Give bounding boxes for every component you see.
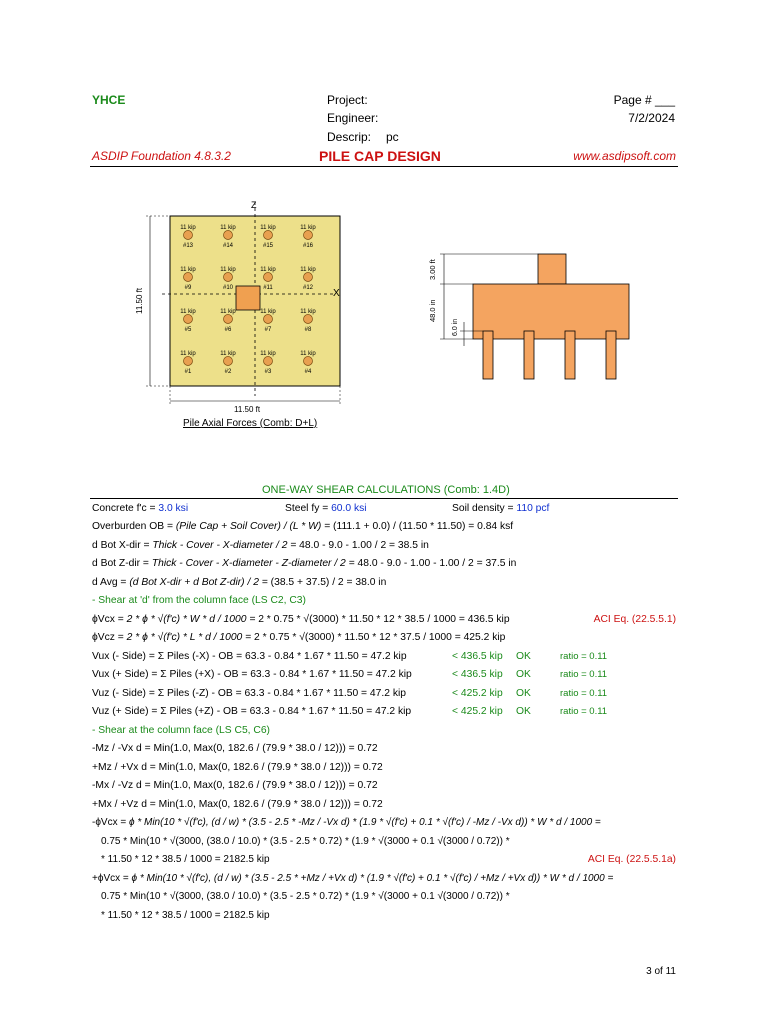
pile-force-label: 11 kip [220, 309, 236, 315]
check-ratio: ratio = 0.11 [560, 706, 608, 717]
pile-id-label: #5 [184, 327, 192, 333]
aci-ref-2: ACI Eq. (22.5.5.1a) [587, 854, 676, 865]
shear-heading: ONE-WAY SHEAR CALCULATIONS (Comb: 1.4D) [262, 484, 510, 496]
pile-id-label: #6 [224, 327, 232, 333]
pile-elevation [606, 331, 616, 379]
pile-circle [224, 357, 233, 366]
check-limit: < 425.2 kip [452, 706, 503, 717]
pile-circle [264, 357, 273, 366]
dim-side-label: 11.50 ft [135, 287, 144, 314]
pile-id-label: #2 [224, 369, 232, 375]
pile-circle [264, 315, 273, 324]
neg-phi-vcx-line3: * 11.50 * 12 * 38.5 / 1000 = 2182.5 kip [101, 854, 270, 865]
pile-elevation [483, 331, 493, 379]
page-footer: 3 of 11 [646, 966, 676, 977]
check-vuz-pos: Vuz (+ Side) = Σ Piles (+Z) - OB = 63.3 - 0.84 * 1.67 * 11.50 = 47.2 kip [92, 706, 412, 717]
pile-id-label: #14 [222, 243, 234, 249]
pile-force-label: 11 kip [260, 267, 276, 273]
subheading-shear-d: - Shear at 'd' from the column face (LS C2, C3) [92, 595, 306, 606]
header-divider [90, 166, 678, 167]
software-version: ASDIP Foundation 4.8.3.2 [92, 149, 231, 163]
dim-embed-label: 6.0 in [452, 318, 459, 336]
pile-circle [264, 273, 273, 282]
mv-ratio-row: -Mz / -Vx d = Min(1.0, Max(0, 182.6 / (79.9 * 38.0 / 12))) = 0.72 [92, 743, 378, 754]
dim-pedestal-label: 3.00 ft [428, 259, 437, 280]
pile-force-label: 11 kip [260, 225, 276, 231]
pile-force-label: 11 kip [180, 309, 196, 315]
fc-value: 3.0 ksi [158, 503, 189, 514]
mv-ratio-row: +Mx / +Vz d = Min(1.0, Max(0, 182.6 / (79.9 * 38.0 / 12))) = 0.72 [92, 799, 383, 810]
pile-force-label: 11 kip [220, 267, 236, 273]
pile-force-label: 11 kip [180, 267, 196, 273]
descrip-value: pc [386, 130, 399, 144]
report-date: 7/2/2024 [628, 111, 675, 125]
website-link[interactable]: www.asdipsoft.com [573, 149, 676, 163]
pos-phi-vcx-row: +ϕVcx = ϕ * Min(10 * √(f'c), (d / w) * (3.5 - 2.5 * +Mz / +Vx d) * (1.9 * √(f'c) + 0.1 * √(f'c) / +Mz / +Vx d)) * W * d / 1000 = [92, 873, 614, 884]
pile-id-label: #3 [264, 369, 272, 375]
pile-circle [304, 315, 313, 324]
pile-circle [184, 231, 193, 240]
section-divider [90, 498, 678, 499]
fy-field [285, 503, 367, 514]
pos-phi-vcx-line3: * 11.50 * 12 * 38.5 / 1000 = 2182.5 kip [101, 910, 270, 921]
z-axis-label: Z [251, 200, 257, 210]
pile-circle [264, 231, 273, 240]
check-vux-pos: Vux (+ Side) = Σ Piles (+X) - OB = 63.3 - 0.84 * 1.67 * 11.50 = 47.2 kip [92, 669, 412, 680]
check-ratio: ratio = 0.11 [560, 688, 608, 699]
pile-id-label: #10 [222, 285, 234, 291]
pile-elevation [524, 331, 534, 379]
pedestal-elevation [538, 254, 566, 284]
page-number-label: Page # ___ [613, 93, 675, 107]
soil-label: Soil density = [452, 503, 517, 514]
pile-circle [304, 273, 313, 282]
pile-cap-elevation [473, 284, 629, 339]
check-status: OK [516, 669, 531, 680]
pile-circle [184, 273, 193, 282]
phi-vcz-row: ϕVcz = 2 * ϕ * √(f'c) * L * d / 1000 = 2 * 0.75 * √(3000) * 11.50 * 12 * 37.5 / 1000 = 425.2 kip [92, 632, 506, 643]
d-bot-z-row: d Bot Z-dir = Thick - Cover - X-diameter - Z-diameter / 2 = 48.0 - 9.0 - 1.00 - 1.00 / 2 = 37.5 in [92, 558, 517, 569]
pile-force-label: 11 kip [300, 225, 316, 231]
engineer-label: Engineer: [327, 111, 379, 125]
material-props-row [92, 503, 188, 514]
fc-label: Concrete f'c = [92, 503, 159, 514]
d-avg-row: d Avg = (d Bot X-dir + d Bot Z-dir) / 2 = (38.5 + 37.5) / 2 = 38.0 in [92, 577, 387, 588]
pile-force-label: 11 kip [180, 225, 196, 231]
dim-cap-label: 48.0 in [428, 299, 437, 322]
pile-force-label: 11 kip [300, 267, 316, 273]
check-limit: < 436.5 kip [452, 669, 503, 680]
pile-circle [224, 273, 233, 282]
dim-bottom-label: 11.50 ft [234, 405, 261, 414]
aci-ref-1: ACI Eq. (22.5.5.1) [593, 614, 676, 625]
pile-id-label: #4 [304, 369, 312, 375]
pos-phi-vcx-line2: 0.75 * Min(10 * √(3000, (38.0 / 10.0) * (3.5 - 2.5 * 0.72) * (1.9 * √(3000 + 0.1 √(3000 / 0.72)) * [101, 891, 510, 902]
pile-force-label: 11 kip [220, 351, 236, 357]
pile-circle [184, 357, 193, 366]
pile-circle [224, 315, 233, 324]
neg-phi-vcx-line2: 0.75 * Min(10 * √(3000, (38.0 / 10.0) * (3.5 - 2.5 * 0.72) * (1.9 * √(3000 + 0.1 √(3000 / 0.72)) * [101, 836, 510, 847]
pile-force-label: 11 kip [300, 351, 316, 357]
plan-caption: Pile Axial Forces (Comb: D+L) [183, 418, 318, 429]
check-vux-neg: Vux (- Side) = Σ Piles (-X) - OB = 63.3 - 0.84 * 1.67 * 11.50 = 47.2 kip [92, 651, 407, 662]
check-ratio: ratio = 0.11 [560, 669, 608, 680]
pile-id-label: #15 [262, 243, 274, 249]
overburden-row: Overburden OB = (Pile Cap + Soil Cover) / (L * W) = (111.1 + 0.0) / (11.50 * 11.50) = 0.84 ksf [92, 521, 514, 532]
pile-plan-diagram [130, 196, 360, 436]
pile-id-label: #11 [263, 285, 273, 291]
pile-force-label: 11 kip [300, 309, 316, 315]
mv-ratio-row: +Mz / +Vx d = Min(1.0, Max(0, 182.6 / (79.9 * 38.0 / 12))) = 0.72 [92, 762, 383, 773]
check-limit: < 436.5 kip [452, 651, 503, 662]
pile-id-label: #16 [302, 243, 314, 249]
pile-id-label: #7 [264, 327, 272, 333]
pile-id-label: #9 [184, 285, 192, 291]
pile-circle [224, 231, 233, 240]
mv-ratio-row: -Mx / -Vz d = Min(1.0, Max(0, 182.6 / (79.9 * 38.0 / 12))) = 0.72 [92, 780, 378, 791]
pile-id-label: #13 [182, 243, 194, 249]
pile-circle [304, 357, 313, 366]
check-status: OK [516, 706, 531, 717]
soil-value: 110 pcf [516, 503, 550, 514]
pile-id-label: #12 [302, 285, 314, 291]
soil-field [452, 503, 549, 514]
project-label: Project: [327, 93, 368, 107]
pile-elevation [565, 331, 575, 379]
pile-force-label: 11 kip [260, 309, 276, 315]
pile-circle [304, 231, 313, 240]
doc-title: PILE CAP DESIGN [319, 148, 441, 164]
pile-circle [184, 315, 193, 324]
pile-id-label: #1 [184, 369, 192, 375]
fy-label: Steel fy = [285, 503, 332, 514]
check-status: OK [516, 651, 531, 662]
phi-vcx-row: ϕVcx = 2 * ϕ * √(f'c) * W * d / 1000 = 2 * 0.75 * √(3000) * 11.50 * 12 * 38.5 / 1000 = 436.5 kip [92, 614, 510, 625]
company-name: YHCE [92, 93, 126, 107]
check-ratio: ratio = 0.11 [560, 651, 608, 662]
pile-force-label: 11 kip [180, 351, 196, 357]
x-axis-label: X [333, 288, 340, 299]
d-bot-x-row: d Bot X-dir = Thick - Cover - X-diameter / 2 = 48.0 - 9.0 - 1.00 / 2 = 38.5 in [92, 540, 429, 551]
fy-value: 60.0 ksi [331, 503, 367, 514]
check-vuz-neg: Vuz (- Side) = Σ Piles (-Z) - OB = 63.3 - 0.84 * 1.67 * 11.50 = 47.2 kip [92, 688, 406, 699]
pile-force-label: 11 kip [220, 225, 236, 231]
pile-force-label: 11 kip [260, 351, 276, 357]
check-status: OK [516, 688, 531, 699]
subheading-shear-face: - Shear at the column face (LS C5, C6) [92, 725, 270, 736]
descrip-label: Descrip: [327, 130, 372, 144]
neg-phi-vcx-row: -ϕVcx = ϕ * Min(10 * √(f'c), (d / w) * (3.5 - 2.5 * -Mz / -Vx d) * (1.9 * √(f'c) + 0.1 * √(f'c) / -Mz / -Vx d)) * W * d / 1000 = [92, 817, 601, 828]
column-plan [236, 286, 260, 310]
pile-id-label: #8 [304, 327, 312, 333]
check-limit: < 425.2 kip [452, 688, 503, 699]
pile-elevation-diagram [420, 248, 650, 388]
